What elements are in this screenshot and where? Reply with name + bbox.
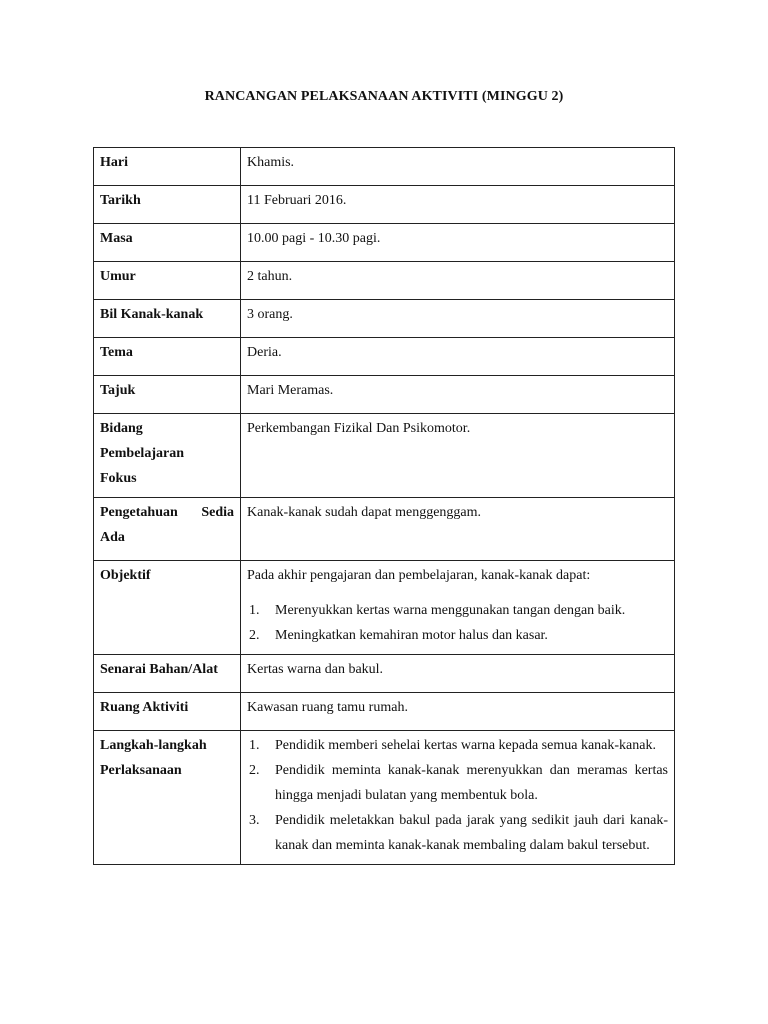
table-row [94,655,675,693]
list-item: Meningkatkan kemahiran motor halus dan kasar. [275,628,548,643]
row-label-tajuk: Tajuk [94,376,241,414]
row-label-ruang: Ruang Aktiviti [94,693,241,731]
row-value-tema: Deria. [241,338,675,376]
label-line: Langkah-langkah [100,738,207,753]
label-line: Fokus [100,471,137,486]
table-row [94,693,675,731]
table-row [94,186,675,224]
row-value-objektif [241,561,675,655]
row-value-langkah [241,731,675,865]
table-row [94,224,675,262]
label-line: Pembelajaran [100,446,184,461]
table-row [94,262,675,300]
activity-plan-table [93,147,675,865]
row-label-masa: Masa [94,224,241,262]
objektif-intro: Pada akhir pengajaran dan pembelajaran, kanak-kanak dapat: [247,568,591,583]
row-value-hari: Khamis. [241,148,675,186]
row-value-bidang: Perkembangan Fizikal Dan Psikomotor. [241,414,675,498]
table-row [94,148,675,186]
row-label-tarikh: Tarikh [94,186,241,224]
list-item: Pendidik meminta kanak-kanak merenyukkan dan meramas kertas hingga menjadi bulatan yang membentuk bola. [275,763,668,803]
row-value-umur: 2 tahun. [241,262,675,300]
row-value-tajuk: Mari Meramas. [241,376,675,414]
langkah-list [247,733,668,858]
table-row [94,300,675,338]
table-row [94,414,675,498]
list-item: Pendidik memberi sehelai kertas warna kepada semua kanak-kanak. [275,738,656,753]
table-row [94,338,675,376]
row-value-ruang: Kawasan ruang tamu rumah. [241,693,675,731]
row-value-bil: 3 orang. [241,300,675,338]
table-row [94,561,675,655]
row-label-tema: Tema [94,338,241,376]
row-value-tarikh: 11 Februari 2016. [241,186,675,224]
table-row [94,498,675,561]
row-label-langkah [94,731,241,865]
row-value-bahan: Kertas warna dan bakul. [241,655,675,693]
list-item: Pendidik meletakkan bakul pada jarak yang sedikit jauh dari kanak-kanak dan meminta kanak-kanak membaling dalam bakul tersebut. [275,813,668,853]
table-row [94,376,675,414]
label-line: Perlaksanaan [100,763,182,778]
row-label-pengetahuan: Pengetahuan Sedia Ada [94,498,241,561]
row-value-pengetahuan: Kanak-kanak sudah dapat menggenggam. [241,498,675,561]
label-line: Bidang [100,421,143,436]
list-item: Merenyukkan kertas warna menggunakan tangan dengan baik. [275,603,626,618]
page-title: RANCANGAN PELAKSANAAN AKTIVITI (MINGGU 2) [204,89,564,104]
objektif-list [247,598,668,648]
row-label-hari: Hari [94,148,241,186]
row-label-bil: Bil Kanak-kanak [94,300,241,338]
row-label-bidang [94,414,241,498]
row-value-masa: 10.00 pagi - 10.30 pagi. [241,224,675,262]
row-label-bahan: Senarai Bahan/Alat [94,655,241,693]
row-label-umur: Umur [94,262,241,300]
row-label-objektif: Objektif [94,561,241,655]
table-row [94,731,675,865]
